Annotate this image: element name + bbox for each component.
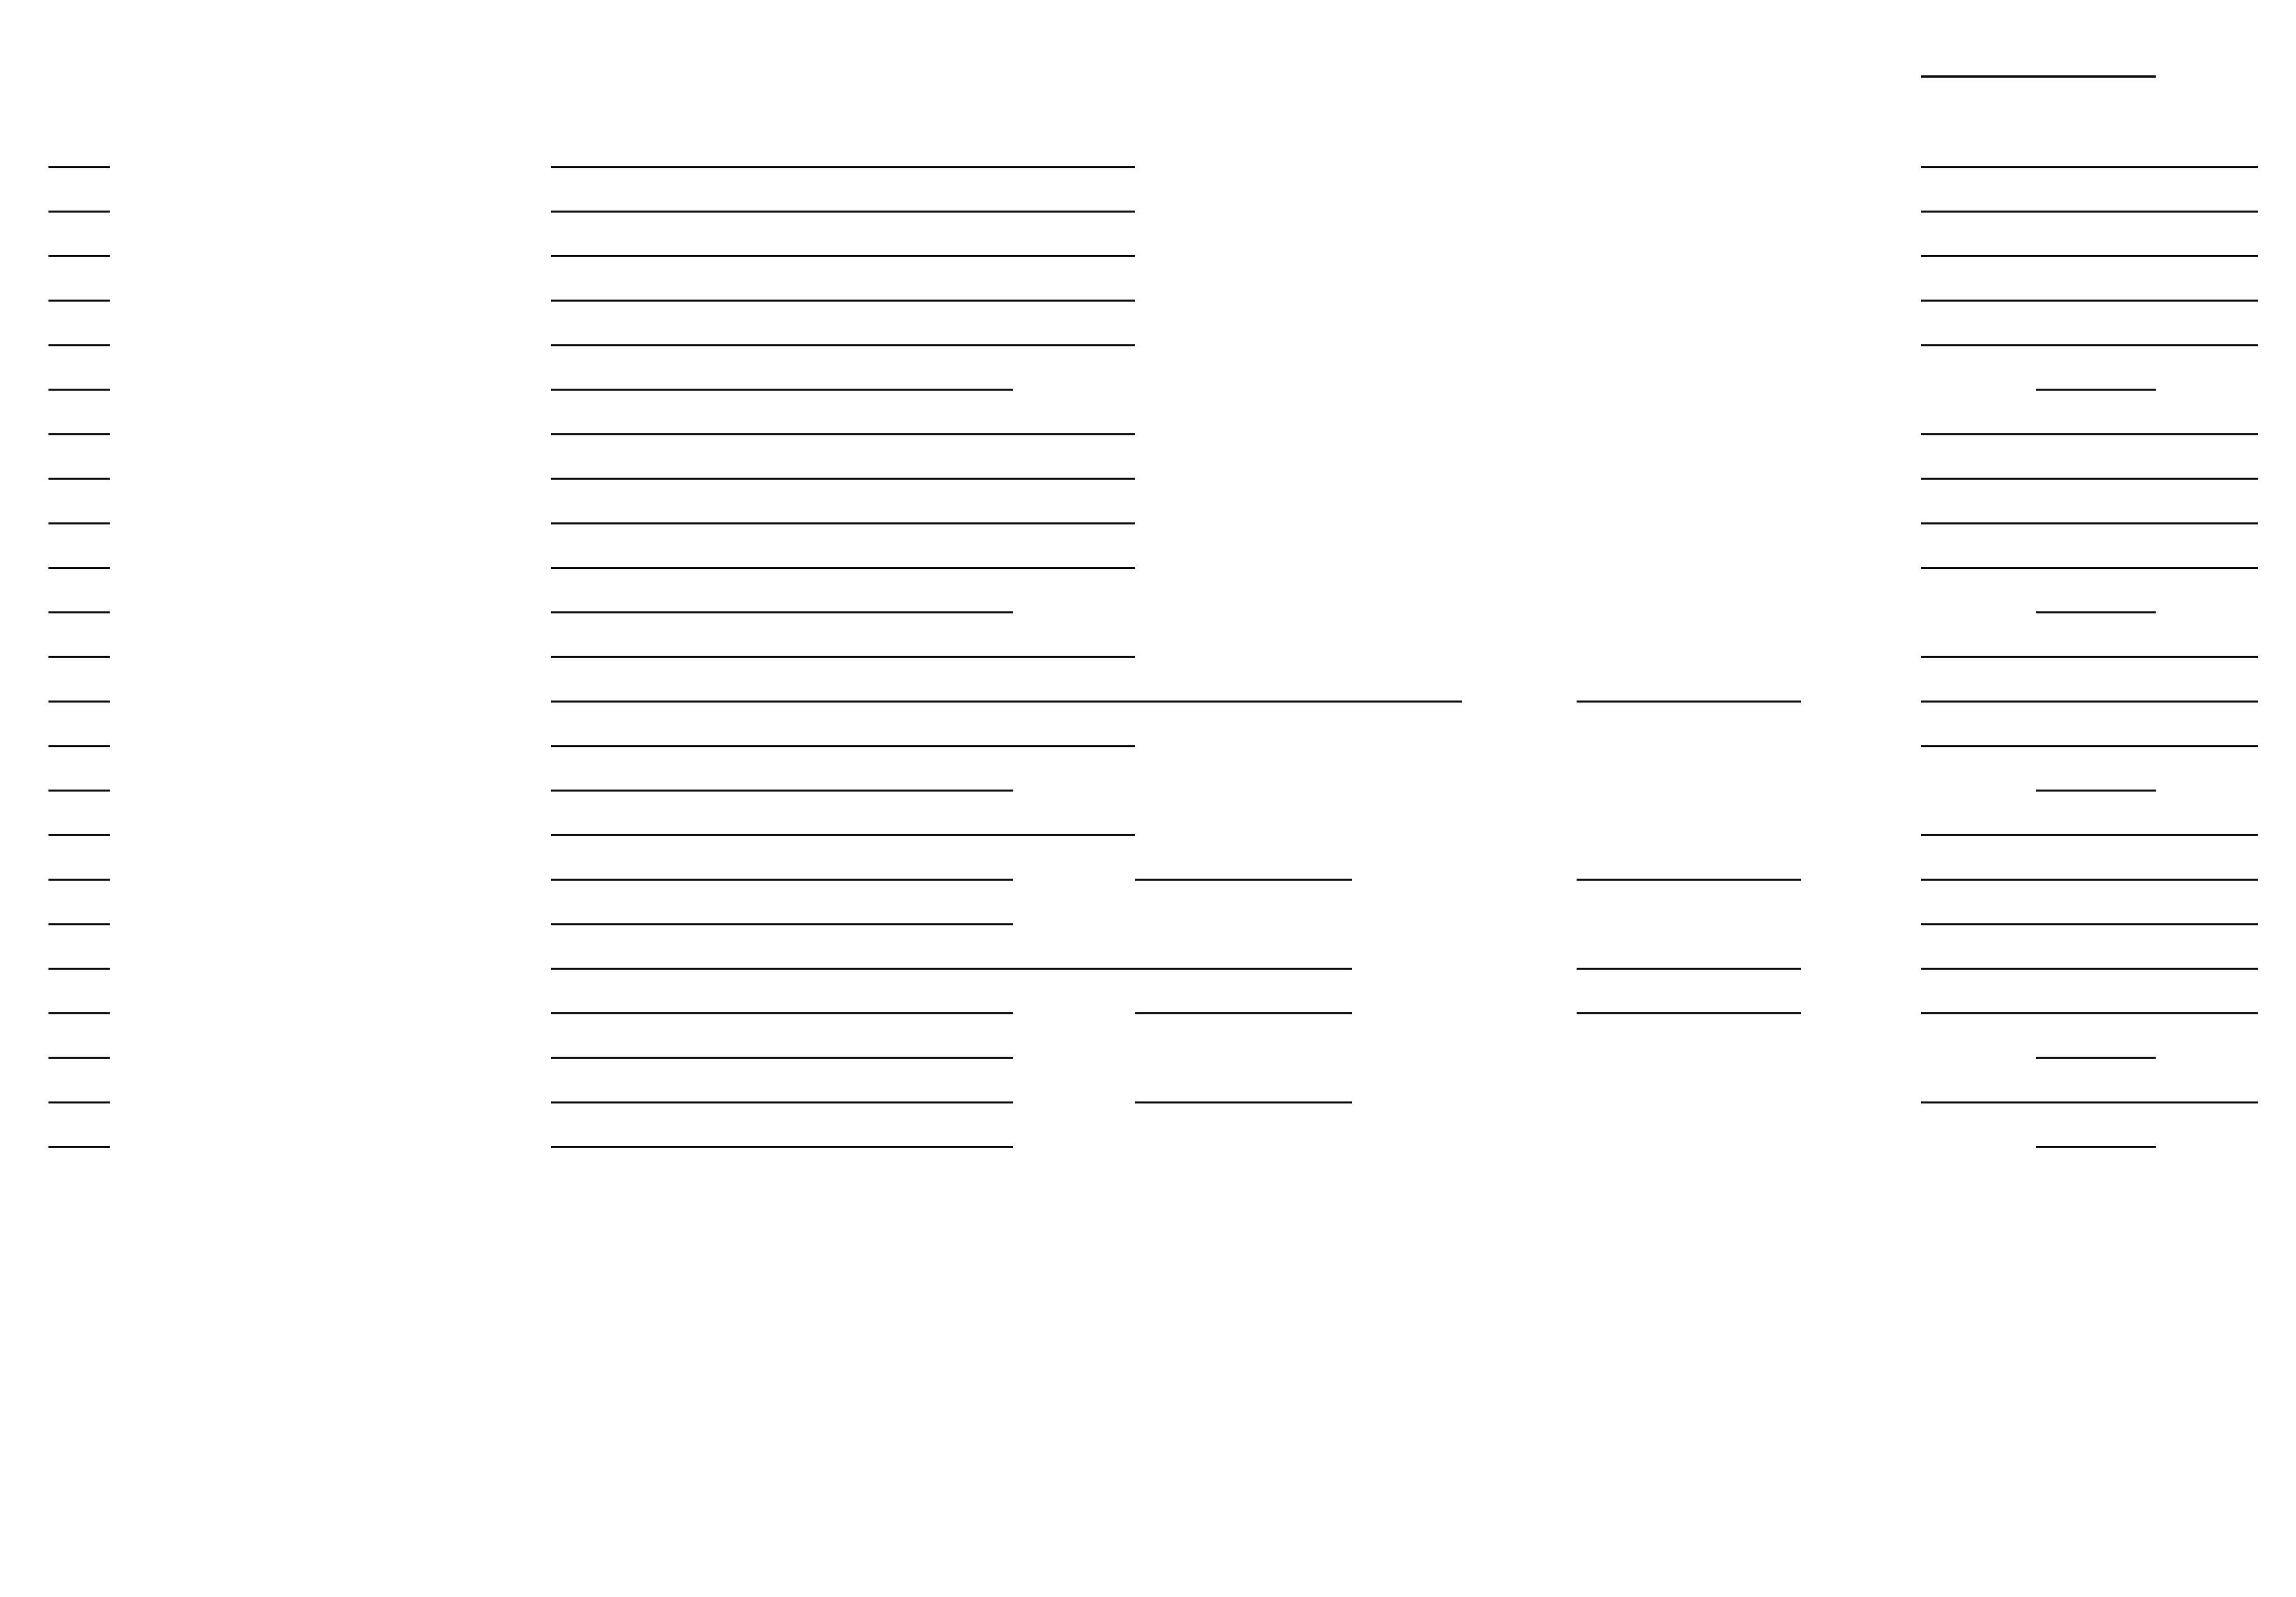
table-grid — [48, 77, 2258, 1147]
